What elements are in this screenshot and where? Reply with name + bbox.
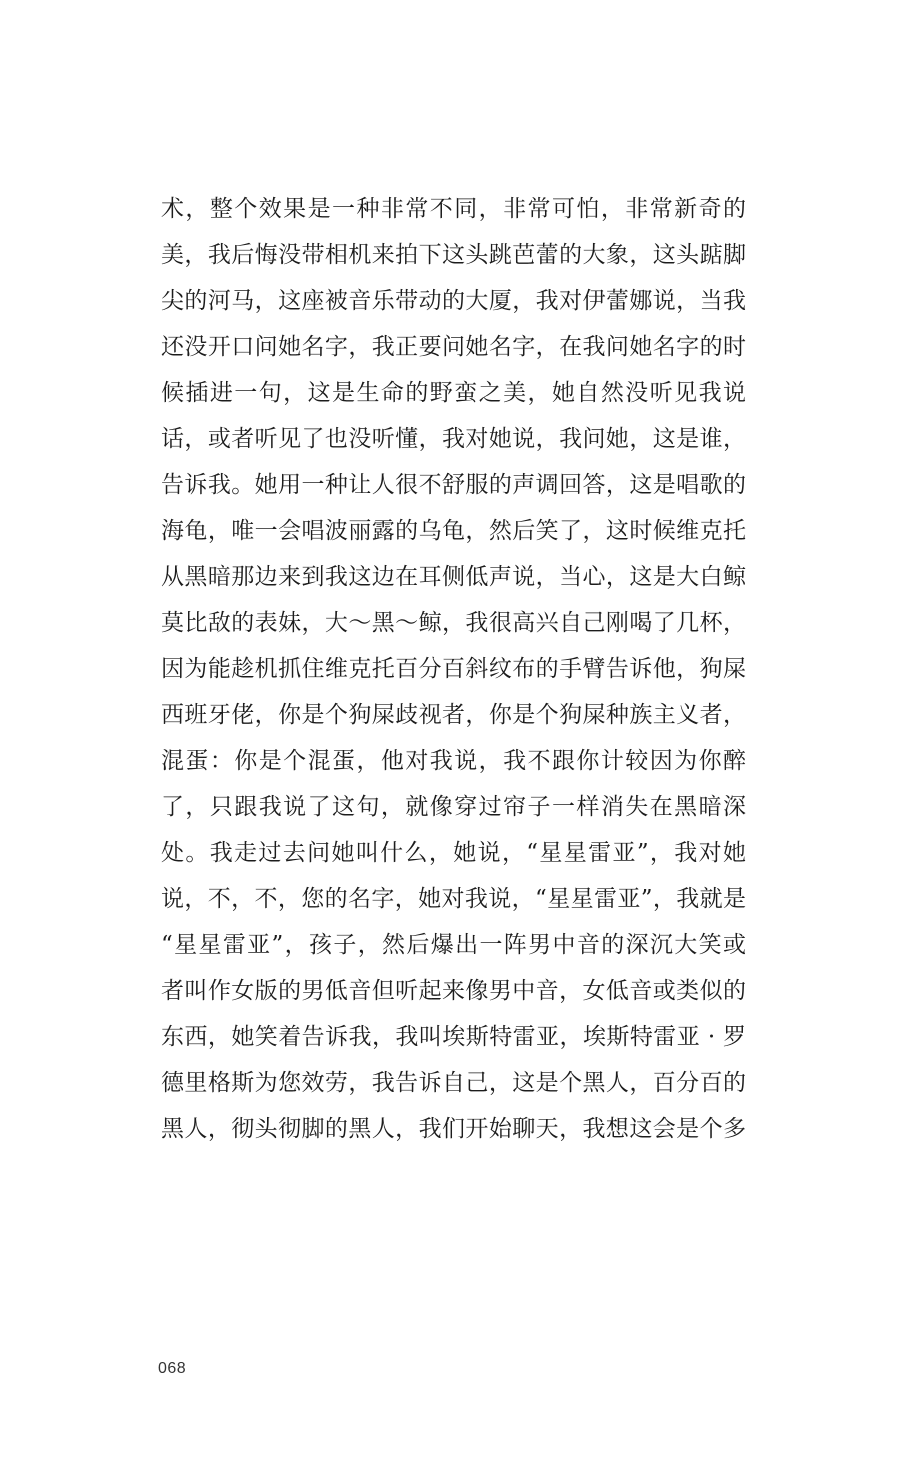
text-line: 海龟，唯一会唱波丽露的乌龟，然后笑了，这时候维克托: [161, 518, 746, 544]
text-line: 话，或者听见了也没听懂，我对她说，我问她，这是谁，: [161, 426, 746, 452]
text-line: 东西，她笑着告诉我，我叫埃斯特雷亚，埃斯特雷亚 · 罗: [161, 1024, 746, 1050]
text-line: 因为能趁机抓住维克托百分百斜纹布的手臂告诉他，狗屎: [161, 656, 746, 682]
text-line: 混蛋：你是个混蛋，他对我说，我不跟你计较因为你醉: [161, 748, 746, 774]
text-line: 告诉我。她用一种让人很不舒服的声调回答，这是唱歌的: [161, 472, 746, 498]
text-line: 候插进一句，这是生命的野蛮之美，她自然没听见我说: [161, 380, 746, 406]
text-line: 者叫作女版的男低音但听起来像男中音，女低音或类似的: [161, 978, 746, 1004]
text-line: 说，不，不，您的名字，她对我说，“星星雷亚”，我就是: [161, 886, 746, 912]
text-line: 还没开口问她名字，我正要问她名字，在我问她名字的时: [161, 334, 746, 360]
body-text: [161, 186, 746, 1152]
text-line: 处。我走过去问她叫什么，她说，“星星雷亚”，我对她: [161, 840, 746, 866]
text-line: 黑人，彻头彻脚的黑人，我们开始聊天，我想这会是个多: [161, 1116, 746, 1142]
text-line: 西班牙佬，你是个狗屎歧视者，你是个狗屎种族主义者，: [161, 702, 746, 728]
text-line: 从黑暗那边来到我这边在耳侧低声说，当心，这是大白鲸: [161, 564, 746, 590]
text-line: 德里格斯为您效劳，我告诉自己，这是个黑人，百分百的: [161, 1070, 746, 1096]
text-line: “星星雷亚”，孩子，然后爆出一阵男中音的深沉大笑或: [161, 932, 746, 958]
text-line: 尖的河马，这座被音乐带动的大厦，我对伊蕾娜说，当我: [161, 288, 746, 314]
text-line: 莫比敌的表妹，大～黑～鲸，我很高兴自己刚喝了几杯，: [161, 610, 746, 636]
text-line: 术，整个效果是一种非常不同，非常可怕，非常新奇的: [161, 196, 746, 222]
page-number: 068: [158, 1360, 187, 1377]
text-line: 美，我后悔没带相机来拍下这头跳芭蕾的大象，这头踮脚: [161, 242, 746, 268]
text-line: 了，只跟我说了这句，就像穿过帘子一样消失在黑暗深: [161, 794, 746, 820]
